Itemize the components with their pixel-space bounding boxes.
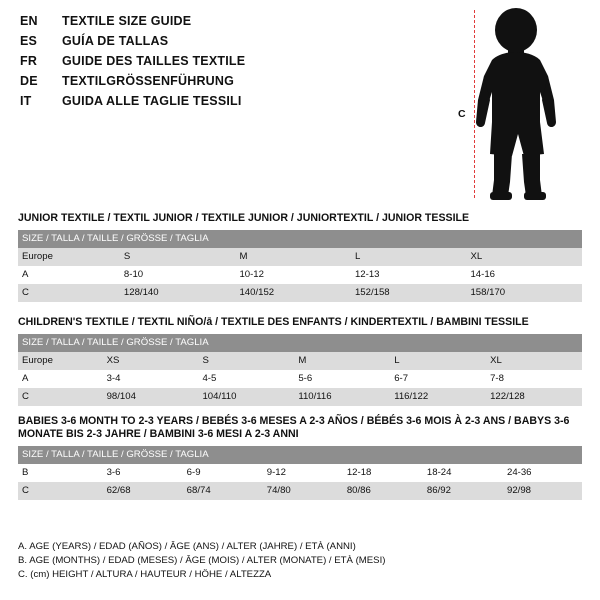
cell-value: 140/152 [235, 284, 351, 302]
child-silhouette-figure [452, 4, 592, 204]
language-code-fr: FR [20, 54, 38, 68]
cell-value: 3-4 [103, 370, 199, 388]
cell-value: 80/86 [343, 482, 423, 500]
table-header-label: SIZE / TALLA / TAILLE / GRÖSSE / TAGLIA [18, 446, 582, 464]
cell-value: 128/140 [120, 284, 236, 302]
cell-value: 158/170 [466, 284, 582, 302]
cell-size-m: M [235, 248, 351, 266]
header-title-fr: GUIDE DES TAILLES TEXTILE [62, 54, 246, 68]
language-code-de: DE [20, 74, 38, 88]
table-header-row [18, 446, 582, 464]
cell-value: 12-13 [351, 266, 467, 284]
header-row-en [20, 14, 440, 34]
table-row [18, 266, 582, 284]
cell-value: 92/98 [503, 482, 582, 500]
header-title-es: GUÍA DE TALLAS [62, 34, 169, 48]
header-row-de [20, 74, 440, 94]
cell-row-key: C [18, 388, 103, 406]
table-header-label: SIZE / TALLA / TAILLE / GRÖSSE / TAGLIA [18, 334, 582, 352]
header-row-it [20, 94, 440, 114]
table-header-row [18, 230, 582, 248]
cell-value: 5-6 [294, 370, 390, 388]
cell-value: 62/68 [103, 482, 183, 500]
children-size-table [18, 334, 582, 406]
cell-row-key: C [18, 284, 120, 302]
section-spacer [18, 406, 582, 415]
footnote-b: B. AGE (MONTHS) / EDAD (MESES) / ÂGE (MOIS) / ALTER (MONATE) / ETÀ (MESI) [18, 555, 386, 566]
height-measure-label: C [458, 108, 466, 120]
cell-size-xl: XL [486, 352, 582, 370]
junior-size-table [18, 230, 582, 302]
table-header-row [18, 334, 582, 352]
header-language-list [20, 14, 440, 114]
cell-size-xs: XS [103, 352, 199, 370]
header-row-fr [20, 54, 440, 74]
table-row [18, 370, 582, 388]
table-row [18, 352, 582, 370]
section-spacer [18, 302, 582, 316]
section-title-babies: BABIES 3-6 MONTH TO 2-3 YEARS / BEBÉS 3-6 MESES A 2-3 AÑOS / BÉBÉS 3-6 MOIS À 2-3 ANS / BABYS 3-6 MONATE BIS 2-3 JAHRE / BAMBINI 3-6 MESI A 2-3 ANNI [18, 415, 570, 440]
header-title-de: TEXTILGRÖSSENFÜHRUNG [62, 74, 235, 88]
header-row-es [20, 34, 440, 54]
header-title-it: GUIDA ALLE TAGLIE TESSILI [62, 94, 242, 108]
cell-row-key: C [18, 482, 103, 500]
footnote-c: C. (cm) HEIGHT / ALTURA / HAUTEUR / HÖHE / ALTEZZA [18, 569, 272, 580]
cell-region: Europe [18, 352, 103, 370]
language-code-es: ES [20, 34, 38, 48]
cell-value: 6-9 [183, 464, 263, 482]
cell-value: 68/74 [183, 482, 263, 500]
cell-value: 9-12 [263, 464, 343, 482]
cell-size-m: M [294, 352, 390, 370]
cell-value: 18-24 [423, 464, 503, 482]
babies-size-table [18, 446, 582, 500]
table-row [18, 464, 582, 482]
cell-row-key: B [18, 464, 103, 482]
cell-size-l: L [351, 248, 467, 266]
cell-value: 10-12 [235, 266, 351, 284]
cell-row-key: A [18, 370, 103, 388]
cell-value: 122/128 [486, 388, 582, 406]
cell-value: 12-18 [343, 464, 423, 482]
cell-value: 7-8 [486, 370, 582, 388]
cell-size-l: L [390, 352, 486, 370]
cell-value: 3-6 [103, 464, 183, 482]
silhouette-icon [452, 4, 592, 204]
table-row [18, 284, 582, 302]
cell-value: 8-10 [120, 266, 236, 284]
cell-size-s: S [198, 352, 294, 370]
cell-value: 24-36 [503, 464, 582, 482]
language-code-it: IT [20, 94, 32, 108]
height-measure-dashed-line [474, 10, 475, 198]
cell-value: 98/104 [103, 388, 199, 406]
cell-value: 14-16 [466, 266, 582, 284]
section-title-children: CHILDREN'S TEXTILE / TEXTIL NIÑO/ā / TEXTILE DES ENFANTS / KINDERTEXTIL / BAMBINI TESSILE [18, 316, 529, 328]
language-code-en: EN [20, 14, 38, 28]
cell-row-key: A [18, 266, 120, 284]
footnote-a: A. AGE (YEARS) / EDAD (AÑOS) / ÂGE (ANS) / ALTER (JAHRE) / ETÀ (ANNI) [18, 541, 356, 552]
table-row [18, 482, 582, 500]
cell-value: 4-5 [198, 370, 294, 388]
section-title-junior: JUNIOR TEXTILE / TEXTIL JUNIOR / TEXTILE JUNIOR / JUNIORTEXTIL / JUNIOR TESSILE [18, 212, 470, 224]
table-row [18, 248, 582, 266]
table-header-label: SIZE / TALLA / TAILLE / GRÖSSE / TAGLIA [18, 230, 582, 248]
table-row [18, 388, 582, 406]
cell-size-xl: XL [466, 248, 582, 266]
size-tables [18, 212, 582, 500]
cell-value: 86/92 [423, 482, 503, 500]
cell-value: 116/122 [390, 388, 486, 406]
footnotes [18, 540, 582, 582]
cell-value: 6-7 [390, 370, 486, 388]
cell-value: 152/158 [351, 284, 467, 302]
cell-value: 104/110 [198, 388, 294, 406]
cell-size-s: S [120, 248, 236, 266]
cell-value: 110/116 [294, 388, 390, 406]
cell-region: Europe [18, 248, 120, 266]
header-title-en: TEXTILE SIZE GUIDE [62, 14, 192, 28]
cell-value: 74/80 [263, 482, 343, 500]
